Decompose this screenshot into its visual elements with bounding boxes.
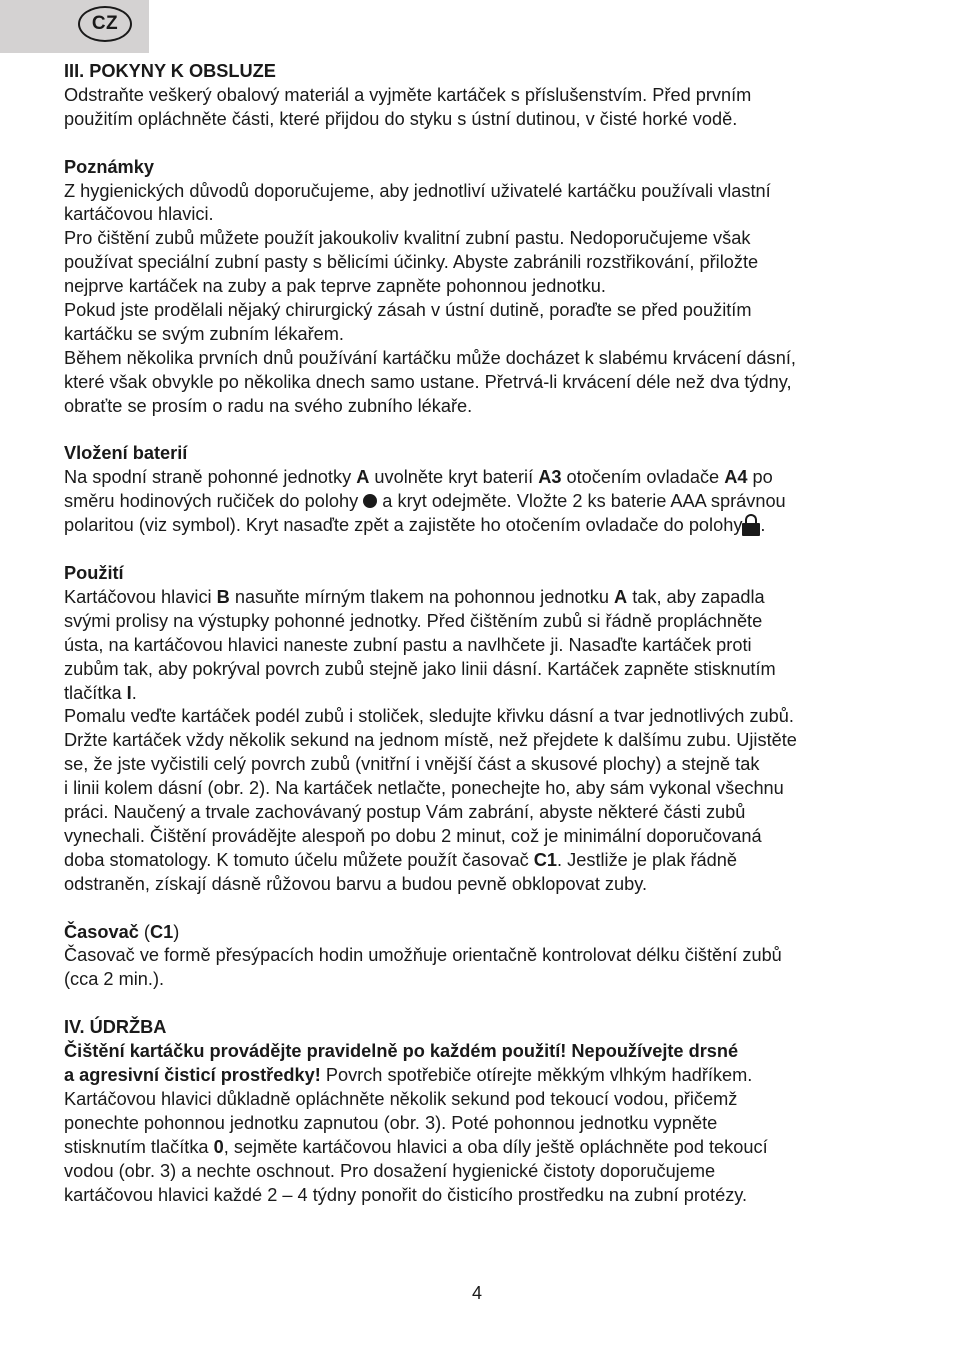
section-title-batteries: Vložení baterií — [64, 443, 188, 464]
language-badge: CZ — [78, 6, 132, 42]
section-title-timer: Časovač (C1) — [64, 921, 180, 942]
paragraph-line: ústa, na kartáčovou hlavici naneste zubní pastu a navlhčete ji. Nasaďte kartáček proti — [64, 634, 752, 655]
paragraph-line: vodou (obr. 3) a nechte oschnout. Pro dosažení hygienické čistoty doporučujeme — [64, 1160, 716, 1181]
paragraph-line: kartáčku se svým zubním lékařem. — [64, 323, 344, 344]
paragraph-line: (cca 2 min.). — [64, 969, 165, 990]
paragraph-line: práci. Naučený a trvale zachovávaný postup Vám zabrání, abyste některé části zubů — [64, 802, 746, 823]
paragraph-line: zubům tak, aby pokrýval povrch zubů stejně jako linii dásní. Kartáček zapněte stisknutím — [64, 658, 776, 679]
section-title-instructions: III. POKYNY K OBSLUZE — [64, 61, 276, 81]
paragraph-line: i linii kolem dásní (obr. 2). Na kartáček netlačte, ponechejte ho, aby sám vykonal všechnu — [64, 778, 784, 799]
paragraph-line: kartáčovou hlavici. — [64, 204, 214, 225]
filled-circle-icon — [363, 494, 377, 508]
paragraph-line: Odstraňte veškerý obalový materiál a vyjměte kartáček s příslušenstvím. Před prvním — [64, 84, 752, 105]
paragraph-line: Kartáčovou hlavici B nasuňte mírným tlakem na pohonnou jednotku A tak, aby zapadla — [64, 586, 765, 607]
paragraph-line: vynechali. Čištění provádějte alespoň po dobu 2 minut, což je minimální doporučovaná — [64, 825, 762, 846]
language-tab — [0, 0, 149, 53]
paragraph-line: Časovač ve formě přesýpacích hodin umožňuje orientačně kontrolovat délku čištění zubů — [64, 945, 782, 966]
paragraph-line: použitím opláchněte části, které přijdou do styku s ústní dutinou, v čisté horké vodě. — [64, 108, 738, 129]
paragraph-line: a agresivní čisticí prostředky! Povrch spotřebiče otírejte měkkým vlhkým hadříkem. — [64, 1064, 753, 1085]
paragraph-line: Na spodní straně pohonné jednotky A uvolněte kryt baterií A3 otočením ovladače A4 po — [64, 467, 773, 488]
paragraph-line: nejprve kartáček na zuby a pak teprve zapněte pohonnou jednotku. — [64, 276, 606, 297]
paragraph-line: stisknutím tlačítka 0, sejměte kartáčovou hlavici a oba díly ještě opláchněte pod tekoucí — [64, 1136, 768, 1157]
padlock-icon — [742, 514, 760, 536]
manual-content — [64, 60, 894, 1207]
paragraph-line: Čištění kartáčku provádějte pravidelně po každém použití! Nepoužívejte drsné — [64, 1041, 739, 1062]
page-number: 4 — [471, 1283, 482, 1303]
paragraph-line: se, že jste vyčistili celý povrch zubů (vnitřní i vnější část a skusové plochy) a stejně tak — [64, 754, 760, 775]
paragraph-line: které však obvykle po několika dnech samo ustane. Přetrvá-li krvácení déle než dva týdny, — [64, 371, 792, 392]
section-title-notes: Poznámky — [64, 156, 154, 177]
paragraph-line: tlačítka I. — [64, 682, 137, 703]
paragraph-line: Pokud jste prodělali nějaký chirurgický zásah v ústní dutině, poraďte se před použitím — [64, 300, 752, 321]
paragraph-line: odstraněn, získají dásně růžovou barvu a budou pevně obklopovat zuby. — [64, 873, 648, 894]
paragraph-line: ponechte pohonnou jednotku zapnutou (obr. 3). Poté pohonnou jednotku vypněte — [64, 1112, 718, 1133]
paragraph-line: směru hodinových ručiček do polohy a kryt odejměte. Vložte 2 ks baterie AAA správnou — [64, 491, 786, 512]
paragraph-line: Během několika prvních dnů používání kartáčku může docházet k slabému krvácení dásní, — [64, 347, 796, 368]
paragraph-line: polaritou (viz symbol). Kryt nasaďte zpět a zajistěte ho otočením ovladače do polohy . — [64, 515, 766, 536]
paragraph-line: Držte kartáček vždy několik sekund na jednom místě, než přejdete k dalšímu zubu. Ujistěte — [64, 730, 797, 751]
paragraph-line: svými prolisy na výstupky pohonné jednotky. Před čištěním zubů si řádně propláchněte — [64, 610, 763, 631]
paragraph-line: Pro čištění zubů můžete použít jakoukoliv kvalitní zubní pastu. Nedoporučujeme však — [64, 228, 751, 249]
paragraph-line: Kartáčovou hlavici důkladně opláchněte několik sekund pod tekoucí vodou, přičemž — [64, 1088, 738, 1109]
paragraph-line: kartáčovou hlavici každé 2 – 4 týdny ponořit do čisticího prostředku na zubní protézy. — [64, 1184, 748, 1205]
paragraph-line: Z hygienických důvodů doporučujeme, aby jednotliví uživatelé kartáčku používali vlastní — [64, 180, 771, 201]
paragraph-line: používat speciální zubní pasty s bělicími účinky. Abyste zabránili rozstřikování, přiložte — [64, 252, 759, 273]
paragraph-line: doba stomatology. K tomuto účelu můžete použít časovač C1. Jestliže je plak řádně — [64, 849, 737, 870]
section-title-maintenance: IV. ÚDRŽBA — [64, 1017, 167, 1038]
paragraph-line: obraťte se prosím o radu na svého zubního lékaře. — [64, 395, 473, 416]
section-title-usage: Použití — [64, 562, 124, 583]
paragraph-line: Pomalu veďte kartáček podél zubů i stoliček, sledujte křivku dásní a tvar jednotlivých zubů. — [64, 706, 794, 727]
